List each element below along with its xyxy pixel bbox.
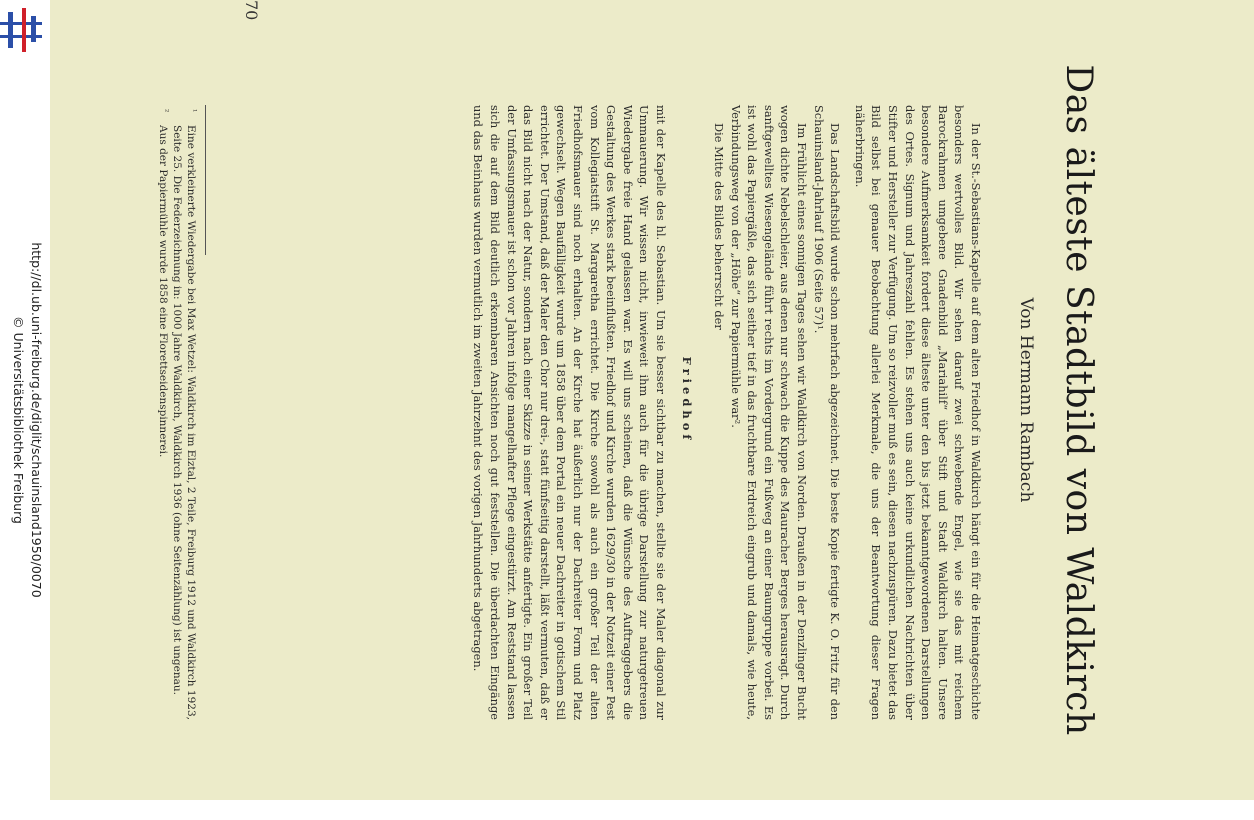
footnote-1: ¹ Eine verkleinerte Wiedergabe bei Max Wetzel: Waldkirch im Elztal, 2 Teile, Freiburg 1912 und Waldkirch 1923, Seite 25. Die Federzeichnung in: 1000 Jahre Waldkirch, Waldkirch 1936 (ohne Seitenzählung) ist ungenau. — [171, 109, 198, 720]
page-number: 70 — [242, 0, 261, 21]
copyright-notice: © Universitätsbibliothek Freiburg — [11, 316, 26, 524]
footnote-2: ² Aus der Papiermühle wurde 1858 eine Florettseidenspinnerei. — [157, 109, 170, 458]
author-line: Von Hermann Rambach — [1016, 297, 1036, 503]
rotated-page-content — [50, 0, 1254, 800]
scanned-page — [50, 0, 1254, 800]
footnote-divider — [205, 105, 206, 255]
paragraph-2: Das Landschaftsbild wurde schon mehrfach abgezeichnet. Die beste Kopie fertigte K. O. Fritz für den Schauinsland-Jahrlauf 1906 (Seite 57)¹. — [811, 105, 843, 720]
footnotes — [156, 105, 198, 720]
body-text-bottom — [470, 105, 669, 720]
paragraph-4: Die Mitte des Bildes beherrscht der — [712, 123, 727, 330]
viewer-sidebar — [0, 0, 50, 800]
paragraph-5: mit der Kapelle des hl. Sebastian. Um sie besser sichtbar zu machen, stellte sie der Maler diagonal zur Ummauerung. Wir wissen nicht, inwieweit ihm auch für die übrige Darstellung zur naturgetreuen Wiedergabe freie Hand gelassen war. Es will uns scheinen, daß die Wünsche des Auftraggebers die Gestaltung des Werkes stark beeinflußten. Friedhof und Kirche wurden 1629/30 in der Notzeit einer Pest vom Kollegiatstift St. Margaretha errichtet. Die Kirche sowohl als auch ein großer Teil der alten Friedhofsmauer sind noch erhalten. An der Kirche hat äußerlich nur der Dachreiter Form und Platz gewechselt. Wegen Baufälligkeit wurde um 1858 über dem Portal ein neuer Dachreiter in gotischem Stil errichtet. Der Umstand, daß der Maler den Chor nur drei-, statt fünfseitig darstellt, läßt vermuten, daß er das Bild nicht nach der Natur, sondern nach einer Skizze in seiner Werkstätte anfertigte. Ein großer Teil der Umfassungsmauer ist schon vor Jahren infolge mangelhafter Pflege eingestürzt. Am Reststand lassen sich die auf dem Bild deutlich erkennbaren Ansichten noch gut feststellen. Die überdachten Eingänge und das Beinhaus wurden vermutlich im zweiten Jahrzehnt des vorigen Jahrhunderts abgetragen. — [471, 105, 668, 720]
source-info — [5, 20, 45, 820]
source-url[interactable]: http://dl.ub.uni-freiburg.de/diglit/schauinsland1950/0070 — [29, 242, 44, 598]
paragraph-1: In der St.-Sebastians-Kapelle auf dem alten Friedhof in Waldkirch hängt ein für die Heimatgeschichte besonders wertvolles Bild. Wir sehen darauf zwei schwebende Engel, wie sie das mit reichem Barockrahmen umgebene Gnadenbild „Mariahilf“ über Stift und Stadt Waldkirch halten. Unsere besondere Aufmerksamkeit fordert diese älteste unter den bis jetzt bekanntgewordenen Darstellungen des Ortes. Signum und Jahreszahl fehlen. Es stehen uns auch keine urkundlichen Nachrichten über Stifter und Hersteller zur Verfügung. Um so reizvoller muß es sein, diesen nachzuspüren. Dazu bietet das Bild selbst bei genauer Beobachtung allerlei Merkmale, die uns der Beantwortung dieser Fragen näherbringen. — [852, 105, 983, 720]
paragraph-3: Im Frühlicht eines sonnigen Tages sehen wir Waldkirch von Norden. Draußen in der Denzlinger Bucht wogen dichte Nebelschleier, aus denen nur schwach die Kuppe des Mauracher Berges herausragt. Durch sanftgewelltes Wiesengelände führt rechts im Vordergrund ein Fußweg an einer Baumgruppe vorbei. Es ist wohl das Papiergäßle, das sich seither tief in das fruchtbare Erdreich eingrub und damals, wie heute, Verbindungsweg von der „Höhe“ zur Papiermühle war². — [728, 105, 810, 720]
section-heading: Friedhof — [680, 356, 694, 444]
page-title: Das älteste Stadtbild von Waldkirch — [1058, 64, 1099, 736]
body-text-top — [711, 105, 985, 720]
